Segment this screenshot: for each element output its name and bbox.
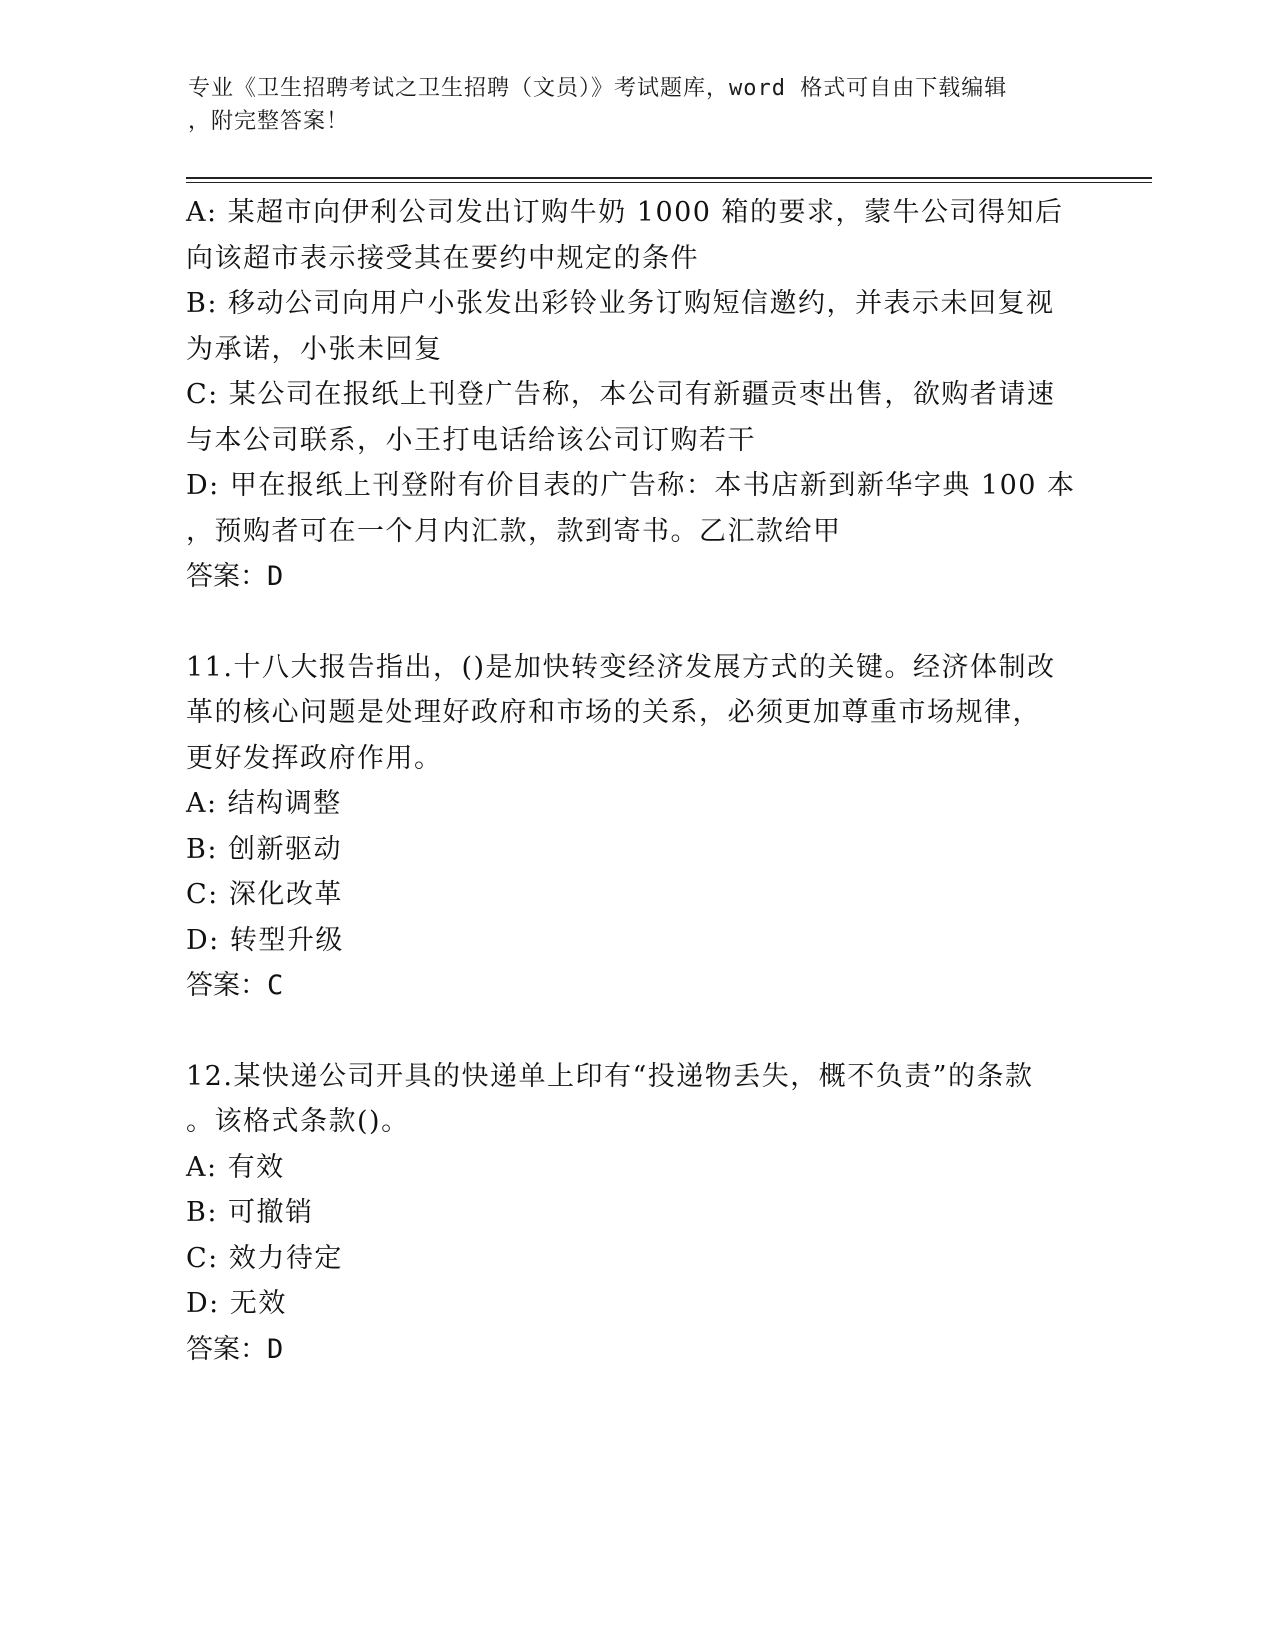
- q12-option-c: C: 效力待定: [186, 1242, 343, 1274]
- q11-stem-line3: 更好发挥政府作用。: [186, 742, 443, 774]
- header-rule-thick: [186, 177, 1152, 179]
- spacer: [186, 600, 1086, 645]
- question-content: [186, 190, 1086, 1372]
- q10-option-a-line1: A: 某超市向伊利公司发出订购牛奶 1000 箱的要求，蒙牛公司得知后: [186, 197, 1064, 228]
- q10-option-b: [186, 281, 1086, 372]
- q11-option-a: A: 结构调整: [186, 788, 342, 819]
- q11-stem-line1: 11.十八大报告指出，()是加快转变经济发展方式的关键。经济体制改: [186, 651, 1056, 683]
- q11-answer-label: 答案：: [186, 970, 267, 1001]
- header-line-1: 专业《卫生招聘考试之卫生招聘（文员）》考试题库，word 格式可自由下载编辑: [188, 76, 1008, 101]
- question-11: [186, 645, 1086, 1009]
- q10-option-c-line2: 与本公司联系，小王打电话给该公司订购若干: [186, 424, 756, 456]
- q11-option-c: C: 深化改革: [186, 879, 343, 910]
- q10-option-a: [186, 190, 1086, 281]
- q10-answer-label: 答案：: [186, 561, 267, 592]
- q12-option-d: D: 无效: [186, 1288, 287, 1319]
- q10-option-b-line1: B: 移动公司向用户小张发出彩铃业务订购短信邀约，并表示未回复视: [186, 288, 1055, 319]
- q11-option-b: B: 创新驱动: [186, 833, 343, 865]
- q10-option-c-line1: C: 某公司在报纸上刊登广告称，本公司有新疆贡枣出售，欲购者请速: [186, 379, 1056, 410]
- q10-option-a-line2: 向该超市表示接受其在要约中规定的条件: [186, 242, 699, 274]
- q12-answer-label: 答案：: [186, 1333, 267, 1365]
- q12-answer: [186, 1327, 1086, 1373]
- q10-option-c: [186, 372, 1086, 463]
- q12-stem-line2: 。该格式条款()。: [186, 1106, 410, 1137]
- question-12: [186, 1054, 1086, 1373]
- q11-answer-value: C: [267, 970, 284, 1001]
- q10-option-b-line2: 为承诺，小张未回复: [186, 333, 443, 365]
- q11-answer: [186, 963, 1086, 1009]
- header-line-2: ，附完整答案！: [188, 109, 350, 134]
- q10-answer-value: D: [267, 561, 284, 592]
- header-rule-thin: [186, 182, 1152, 183]
- q10-option-d-line1: D: 甲在报纸上刊登附有价目表的广告称：本书店新到新华字典 100 本: [186, 470, 1076, 501]
- q11-option-d: D: 转型升级: [186, 924, 344, 956]
- q12-answer-value: D: [267, 1333, 284, 1365]
- spacer: [186, 1009, 1086, 1054]
- q10-answer: [186, 554, 1086, 600]
- q12-stem-line1: 12.某快递公司开具的快递单上印有“投递物丢失，概不负责”的条款: [186, 1060, 1034, 1092]
- q12-option-a: A: 有效: [186, 1151, 285, 1183]
- document-header: [188, 72, 1068, 138]
- q10-option-d: [186, 463, 1086, 554]
- question-10: [186, 190, 1086, 600]
- q10-option-d-line2: ，预购者可在一个月内汇款，款到寄书。乙汇款给甲: [186, 515, 842, 547]
- q12-option-b: B: 可撤销: [186, 1197, 314, 1228]
- q11-stem-line2: 革的核心问题是处理好政府和市场的关系，必须更加尊重市场规律，: [186, 697, 1041, 728]
